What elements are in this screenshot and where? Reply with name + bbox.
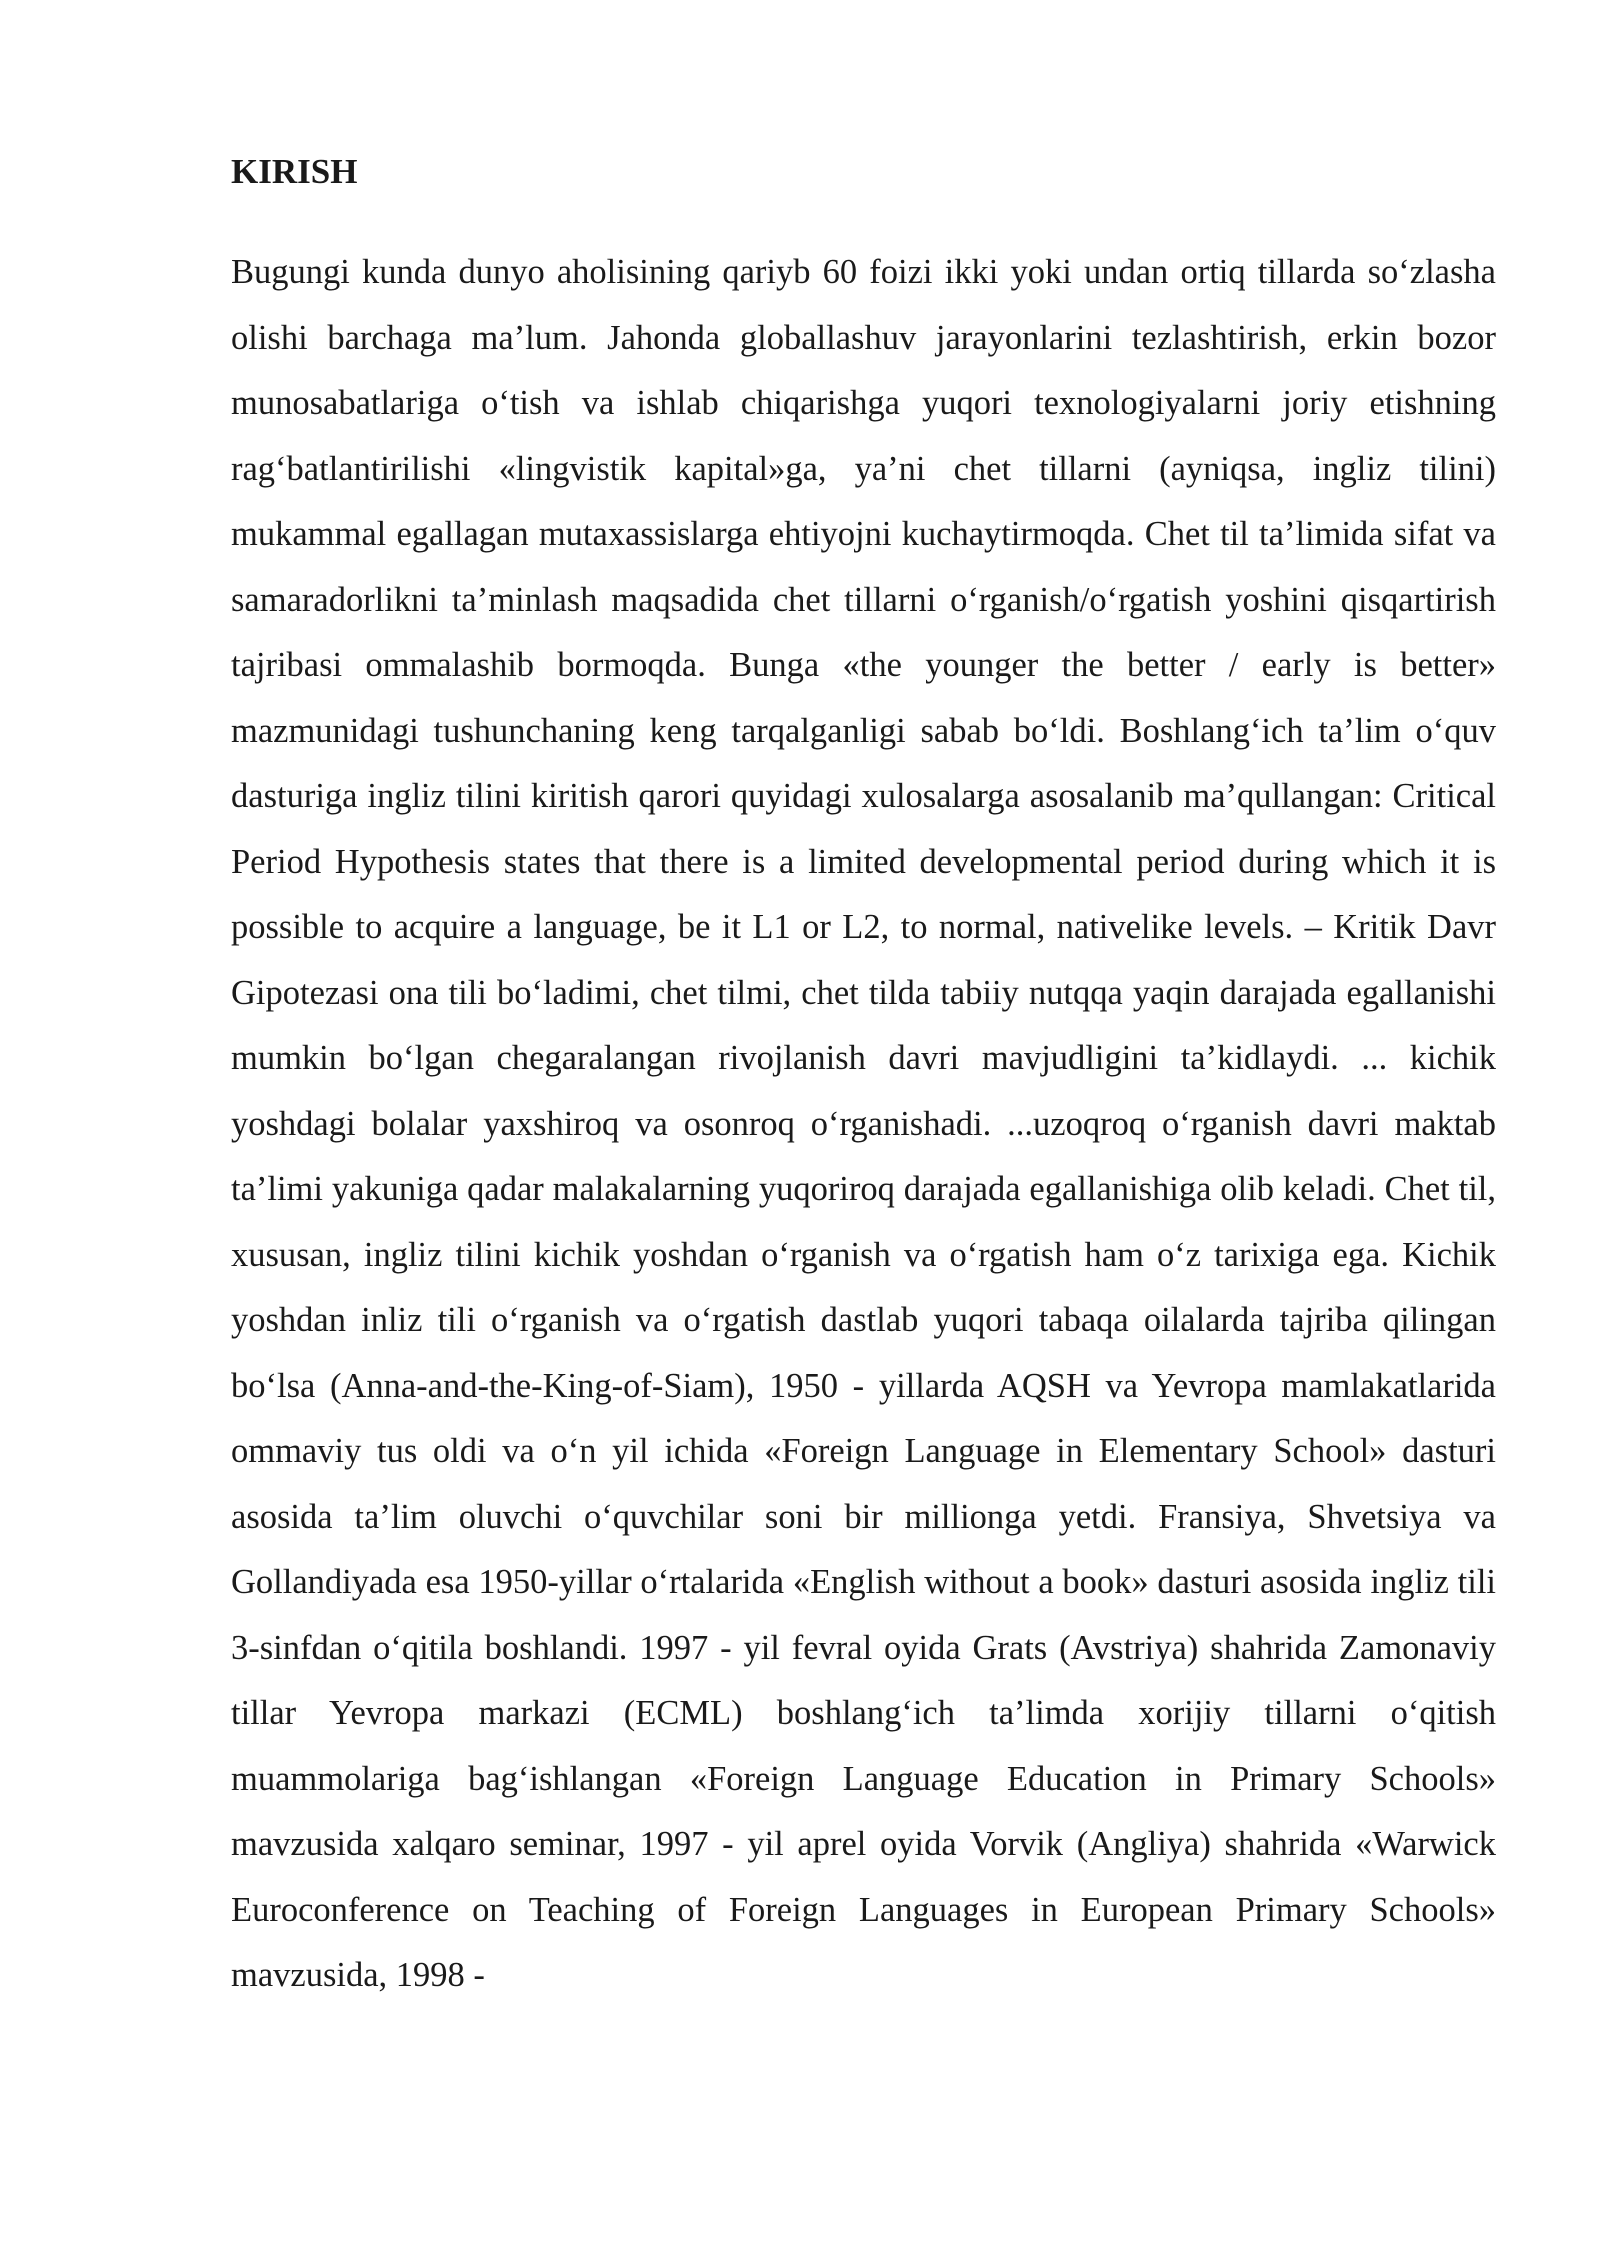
body-paragraph: Bugungi kunda dunyo aholisining qariyb 60 foizi ikki yoki undan ortiq tillarda so‘zlasha olishi barchaga ma’lum. Jahonda globallashuv jarayonlarini tezlashtirish, erkin bozor munosabatlariga o‘tish va ishlab chiqarishga yuqori texnologiyalarni joriy etishning rag‘batlantirilishi «lingvistik kapital»ga, ya’ni chet tillarni (ayniqsa, ingliz tilini) mukammal egallagan mutaxassislarga ehtiyojni kuchaytirmoqda. Chet til ta’limida sifat va samaradorlikni ta’minlash maqsadida chet tillarni o‘rganish/o‘rgatish yoshini qisqartirish tajribasi ommalashib bormoqda. Bunga «the younger the better / early is better» mazmunidagi tushunchaning keng tarqalganligi sabab bo‘ldi. Boshlang‘ich ta’lim o‘quv dasturiga ingliz tilini kiritish qarori quyidagi xulosalarga asosalanib ma’qullangan: Critical Period Hypothesis states that there is a limited developmental period during which it is possible to acquire a language, be it L1 or L2, to normal, nativelike levels. – Kritik Davr Gipotezasi ona tili bo‘ladimi, chet tilmi, chet tilda tabiiy nutqqa yaqin darajada egallanishi mumkin bo‘lgan chegaralangan rivojlanish davri mavjudligini ta’kidlaydi. ... kichik yoshdagi bolalar yaxshiroq va osonroq o‘rganishadi. ...uzoqroq o‘rganish davri maktab ta’limi yakuniga qadar malakalarning yuqoriroq darajada egallanishiga olib keladi. Chet til, xususan, ingliz tilini kichik yoshdan o‘rganish va o‘rgatish ham o‘z tarixiga ega. Kichik yoshdan inliz tili o‘rganish va o‘rgatish dastlab yuqori tabaqa oilalarda tajriba qilingan bo‘lsa (Anna-and-the-King-of-Siam), 1950 - yillarda AQSH va Yevropa mamlakatlarida ommaviy tus oldi va o‘n yil ichida «Foreign Language in Elementary School» dasturi asosida ta’lim oluvchi o‘quvchilar soni bir millionga yetdi. Fransiya, Shvetsiya va Gollandiyada esa 1950-yillar o‘rtalarida «English without a book» dasturi asosida ingliz tili 3-sinfdan o‘qitila boshlandi. 1997 - yil fevral oyida Grats (Avstriya) shahrida Zamonaviy tillar Yevropa markazi (ECML) boshlang‘ich ta’limda xorijiy tillarni o‘qitish muammolariga bag‘ishlangan «Foreign Language Education in Primary Schools» mavzusida xalqaro seminar, 1997 - yil aprel oyida Vorvik (Angliya) shahrida «Warwick Euroconference on Teaching of Foreign Languages in European Primary Schools» mavzusida, 1998 - [231,253,1496,1994]
section-heading: KIRISH [231,152,358,191]
page-content [231,148,1496,2009]
